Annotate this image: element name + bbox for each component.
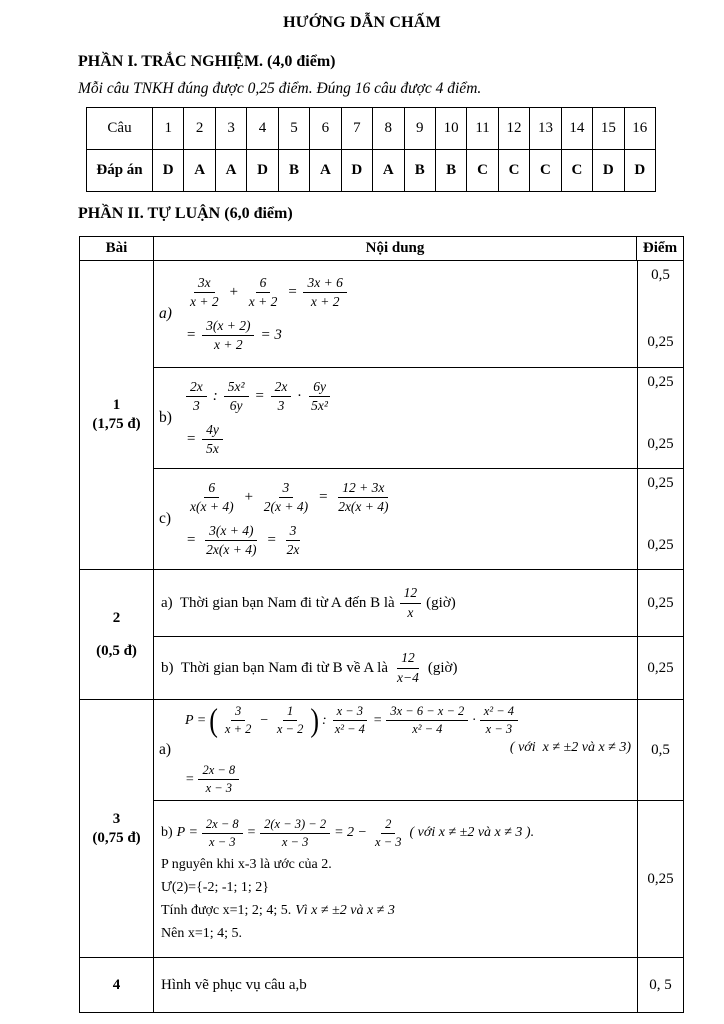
fraction-numerator: 6 xyxy=(256,275,271,293)
math-text: = xyxy=(287,284,298,301)
solution-part-label: a) xyxy=(159,305,172,322)
fraction xyxy=(371,817,405,850)
fraction xyxy=(260,817,330,850)
question-number-cell: 16 xyxy=(624,108,655,149)
plain-text: Tính được x=1; 2; 4; 5. xyxy=(161,902,292,918)
fraction-denominator: x² − 4 xyxy=(334,722,365,736)
solution-lines xyxy=(183,275,633,353)
question-number-cell: 10 xyxy=(435,108,466,149)
part2-heading: PHẦN II. TỰ LUẬN (6,0 điểm) xyxy=(78,205,293,222)
math-text: = xyxy=(254,388,265,405)
fraction-numerator: 3(x + 4) xyxy=(205,523,257,541)
score-cell xyxy=(637,801,683,957)
score-value: 0, 5 xyxy=(649,976,672,993)
score-cell xyxy=(637,637,683,699)
problem-cell xyxy=(80,261,154,569)
plain-text: P nguyên khi x-3 là ước của 2. xyxy=(161,856,332,872)
score-value: 0,25 xyxy=(647,333,674,350)
fraction-denominator: x + 2 xyxy=(310,294,340,310)
fraction-numerator: 2x xyxy=(271,379,292,397)
answer-table xyxy=(86,107,656,192)
math-text: · xyxy=(297,388,302,405)
math-text: Vì x ≠ ±2 và x ≠ 3 xyxy=(295,902,395,918)
score-cell xyxy=(637,958,683,1012)
fraction xyxy=(271,379,292,414)
math-line xyxy=(159,903,633,919)
solution-part-label: c) xyxy=(159,510,172,527)
answer-cell: A xyxy=(309,150,340,191)
essay-table-header xyxy=(80,237,683,261)
solution-column xyxy=(154,958,683,1012)
solution-content xyxy=(154,368,637,468)
fraction-numerator: 6y xyxy=(309,379,330,397)
math-text: P = xyxy=(185,712,207,728)
fraction-numerator: 3(x + 2) xyxy=(202,318,254,336)
question-number-cell: 13 xyxy=(529,108,560,149)
fraction-numerator: 3x xyxy=(194,275,215,293)
score-value: 0,5 xyxy=(651,267,670,283)
essay-table xyxy=(79,236,684,1013)
fraction xyxy=(480,704,518,737)
solution-column xyxy=(154,700,683,957)
essay-subrow xyxy=(154,261,683,367)
math-line xyxy=(159,926,633,942)
solution-column xyxy=(154,570,683,699)
score-value: 0,25 xyxy=(647,537,674,553)
solution-lines xyxy=(159,650,633,685)
answer-cell: D xyxy=(592,150,623,191)
solution-part-label: b) xyxy=(159,409,172,426)
question-number-cell: 7 xyxy=(341,108,372,149)
answer-table-answer-row xyxy=(87,149,655,191)
fraction xyxy=(221,704,255,737)
math-line xyxy=(183,523,633,558)
question-number-cell: 1 xyxy=(152,108,183,149)
fraction-denominator: 3 xyxy=(277,398,285,414)
answer-cell: B xyxy=(404,150,435,191)
header-cell-diem: Điểm xyxy=(642,240,678,256)
answer-cell: A xyxy=(372,150,403,191)
solution-part-label: a) xyxy=(159,741,172,758)
math-text: = xyxy=(372,712,383,728)
answer-cell: D xyxy=(246,150,277,191)
fraction xyxy=(202,817,243,850)
math-line xyxy=(183,318,633,353)
fraction-denominator: 2x(x + 4) xyxy=(338,499,389,515)
math-text: = xyxy=(186,531,197,548)
fraction-denominator: x − 3 xyxy=(281,834,309,849)
fraction xyxy=(283,523,304,558)
solution-lines xyxy=(159,817,633,942)
answer-cell: D xyxy=(624,150,655,191)
fraction-numerator: 12 + 3x xyxy=(338,480,388,498)
math-text: = xyxy=(186,326,197,343)
essay-subrow xyxy=(154,468,683,569)
essay-subrow xyxy=(154,700,683,800)
problem-number: 3 xyxy=(112,810,121,827)
fraction xyxy=(202,422,223,457)
plain-text: b) xyxy=(161,825,173,840)
question-number-cell: 12 xyxy=(498,108,529,149)
problem-cell xyxy=(80,958,154,1012)
plain-text: Nên x=1; 4; 5. xyxy=(161,925,242,941)
problem-number: 1 xyxy=(112,397,121,413)
plain-text: Hình vẽ phục vụ câu a,b xyxy=(161,976,307,993)
answer-cell: A xyxy=(183,150,214,191)
fraction-numerator: 3x − 6 − x − 2 xyxy=(386,704,468,721)
math-line xyxy=(183,480,633,515)
essay-subrow xyxy=(154,800,683,957)
fraction xyxy=(334,480,392,515)
fraction-numerator: 2x − 8 xyxy=(202,817,243,834)
problem-points-label: (1,75 đ) xyxy=(92,416,141,432)
problem-cell xyxy=(80,570,154,699)
answer-cell: C xyxy=(498,150,529,191)
solution-content xyxy=(154,570,637,636)
math-text: = xyxy=(266,531,277,548)
math-line xyxy=(183,763,633,796)
fraction-denominator: x² − 4 xyxy=(412,722,443,736)
fraction-numerator: 3 xyxy=(279,480,294,498)
math-text: + xyxy=(228,284,239,301)
score-value: 0,25 xyxy=(647,870,674,887)
fraction-denominator: x + 2 xyxy=(248,294,278,310)
answer-cell: D xyxy=(152,150,183,191)
question-number-cell: 2 xyxy=(183,108,214,149)
fraction-numerator: 6 xyxy=(204,480,219,498)
plain-text: Ư(2)={-2; -1; 1; 2} xyxy=(161,879,270,895)
fraction xyxy=(260,480,312,515)
fraction-numerator: 4y xyxy=(202,422,223,440)
answer-cell: B xyxy=(278,150,309,191)
fraction-denominator: 5x xyxy=(206,440,219,456)
math-line xyxy=(159,857,633,873)
question-number-cell: 8 xyxy=(372,108,403,149)
fraction-numerator: 1 xyxy=(283,704,297,721)
answer-cell: A xyxy=(215,150,246,191)
question-number-cell: 14 xyxy=(561,108,592,149)
fraction-denominator: 2(x + 4) xyxy=(263,499,309,515)
essay-subrow xyxy=(154,367,683,468)
math-line xyxy=(159,880,633,896)
header-cell-noidung: Nội dung xyxy=(154,237,637,260)
math-text: = 3 xyxy=(260,326,282,343)
part1-heading: PHẦN I. TRẮC NGHIỆM. (4,0 điểm) xyxy=(78,53,336,70)
question-number-cell: 3 xyxy=(215,108,246,149)
fraction-denominator: x−4 xyxy=(397,669,419,685)
answer-table-question-row xyxy=(87,108,655,149)
solution-content xyxy=(154,958,637,1012)
fraction-numerator: 12 xyxy=(397,650,419,668)
solution-content xyxy=(154,700,637,800)
fraction-denominator: x − 3 xyxy=(209,834,236,849)
solution-content xyxy=(154,261,637,367)
fraction-numerator: 2 xyxy=(381,817,395,834)
math-line xyxy=(183,422,633,457)
answer-cell: C xyxy=(466,150,497,191)
fraction-denominator: 5x² xyxy=(311,398,328,414)
answer-cell: C xyxy=(561,150,592,191)
question-number-cell: 15 xyxy=(592,108,623,149)
math-line xyxy=(159,817,633,850)
fraction-numerator: 2x − 8 xyxy=(198,763,239,780)
fraction-numerator: 12 xyxy=(400,585,422,603)
question-number-cell: 6 xyxy=(309,108,340,149)
score-value: 0,5 xyxy=(651,741,670,758)
score-value: 0,25 xyxy=(647,436,674,452)
essay-table-body xyxy=(80,261,683,1012)
math-line xyxy=(159,977,633,994)
fraction xyxy=(186,275,223,310)
fraction-denominator: x + 2 xyxy=(213,336,243,352)
math-text: = xyxy=(185,771,195,787)
math-text: · xyxy=(472,712,476,728)
fraction xyxy=(202,523,260,558)
fraction-numerator: 2x xyxy=(186,379,207,397)
fraction-denominator: x + 2 xyxy=(224,722,252,736)
score-cell xyxy=(637,700,683,800)
math-text: = xyxy=(246,825,257,840)
fraction xyxy=(245,275,282,310)
score-cell xyxy=(637,368,683,468)
essay-subrow xyxy=(154,636,683,699)
solution-column xyxy=(154,261,683,569)
math-text: : xyxy=(322,712,327,728)
solution-lines xyxy=(183,701,633,796)
math-text: − xyxy=(259,712,269,728)
math-text: + xyxy=(243,489,254,506)
math-text: = xyxy=(186,430,197,447)
fraction-denominator: x xyxy=(407,604,414,620)
math-line xyxy=(183,379,633,414)
plain-text: b) Thời gian bạn Nam đi từ B về A là xyxy=(161,659,389,676)
essay-subrow xyxy=(154,958,683,1012)
fraction xyxy=(400,585,422,620)
problem-cell xyxy=(80,700,154,957)
score-value: 0,25 xyxy=(647,594,674,611)
score-cell xyxy=(637,570,683,636)
score-cell xyxy=(637,261,683,367)
condition-note: ( với x ≠ ±2 và x ≠ 3) xyxy=(509,740,631,755)
answer-cell: C xyxy=(529,150,560,191)
question-number-cell: 4 xyxy=(246,108,277,149)
fraction-denominator: x(x + 4) xyxy=(190,499,234,515)
answer-cell: D xyxy=(341,150,372,191)
fraction xyxy=(393,650,423,685)
fraction-numerator: 5x² xyxy=(224,379,249,397)
fraction xyxy=(186,379,207,414)
solution-content xyxy=(154,469,637,569)
math-text: = 2 − xyxy=(334,825,368,840)
problem-points-label: (0,5 đ) xyxy=(96,642,137,659)
fraction-denominator: 3 xyxy=(193,398,200,414)
answer-cell: B xyxy=(435,150,466,191)
essay-row xyxy=(80,261,683,570)
fraction-denominator: x − 3 xyxy=(205,781,233,795)
fraction-numerator: 2(x − 3) − 2 xyxy=(260,817,330,834)
math-line xyxy=(159,585,633,620)
math-line xyxy=(183,275,633,310)
solution-content xyxy=(154,801,637,957)
fraction-denominator: 6y xyxy=(229,398,243,414)
fraction xyxy=(198,763,239,796)
fraction-denominator: 2x(x + 4) xyxy=(206,541,257,557)
fraction-numerator: x − 3 xyxy=(333,704,367,721)
fraction xyxy=(202,318,254,353)
header-cell-bai: Bài xyxy=(80,237,154,260)
essay-subrow xyxy=(154,570,683,636)
fraction-denominator: 2x xyxy=(286,541,300,557)
fraction-numerator: 3 xyxy=(231,704,245,721)
plain-text: (giờ) xyxy=(427,659,458,676)
fraction-denominator: x − 3 xyxy=(485,722,513,736)
answer-row-label: Câu xyxy=(107,120,132,136)
problem-number: 2 xyxy=(112,609,121,626)
math-line: P = ( $\frac{3}{x + 2}$ − $\frac{1}{x - 2}$ ) : $\frac{x - 3}{\text{x² − 4}}$ = $\frac{3x - 6 - x - 2}{\text{x² − 4}}$ · $\frac{\text{x² − 4}}{x - 3}$ ( với x ≠ ±2 và x ≠ 3) xyxy=(185,701,631,755)
essay-row xyxy=(80,570,683,700)
fraction xyxy=(303,275,346,310)
score-value: 0,25 xyxy=(647,659,674,676)
solution-lines xyxy=(183,379,633,457)
fraction xyxy=(224,379,249,414)
math-text: ( với x ≠ ±2 và x ≠ 3 ). xyxy=(409,825,535,840)
fraction xyxy=(186,480,238,515)
question-number-cell: 9 xyxy=(404,108,435,149)
score-cell xyxy=(637,469,683,569)
fraction xyxy=(331,704,369,737)
fraction-numerator: x² − 4 xyxy=(480,704,518,721)
math-text: : xyxy=(212,388,218,405)
fraction xyxy=(386,704,468,737)
math-text: P = xyxy=(176,825,198,840)
essay-row xyxy=(80,700,683,958)
problem-points-label: (0,75 đ) xyxy=(92,829,141,846)
plain-text: a) Thời gian bạn Nam đi từ A đến B là xyxy=(161,594,395,611)
answer-row-label: Đáp án xyxy=(96,162,143,178)
question-number-cell: 5 xyxy=(278,108,309,149)
fraction-numerator: 3x + 6 xyxy=(303,275,346,293)
score-value: 0,25 xyxy=(647,374,674,390)
solution-lines xyxy=(159,585,633,620)
scoring-note: Mỗi câu TNKH đúng được 0,25 điểm. Đúng 16 câu được 4 điểm. xyxy=(78,80,482,97)
math-line xyxy=(159,650,633,685)
fraction xyxy=(273,704,307,737)
essay-row xyxy=(80,958,683,1012)
math-text: = xyxy=(318,489,329,506)
solution-content xyxy=(154,637,637,699)
solution-lines xyxy=(183,480,633,558)
fraction-denominator: x − 3 xyxy=(375,834,402,849)
plain-text: (giờ) xyxy=(426,594,456,611)
fraction-numerator: 3 xyxy=(286,523,301,541)
fraction-denominator: x − 2 xyxy=(276,722,304,736)
problem-number: 4 xyxy=(112,976,121,993)
question-number-cell: 11 xyxy=(466,108,497,149)
score-value: 0,25 xyxy=(647,475,674,491)
fraction xyxy=(307,379,332,414)
document-title: HƯỚNG DẪN CHẤM xyxy=(283,14,441,31)
solution-lines xyxy=(159,977,633,994)
fraction-denominator: x + 2 xyxy=(190,294,219,310)
